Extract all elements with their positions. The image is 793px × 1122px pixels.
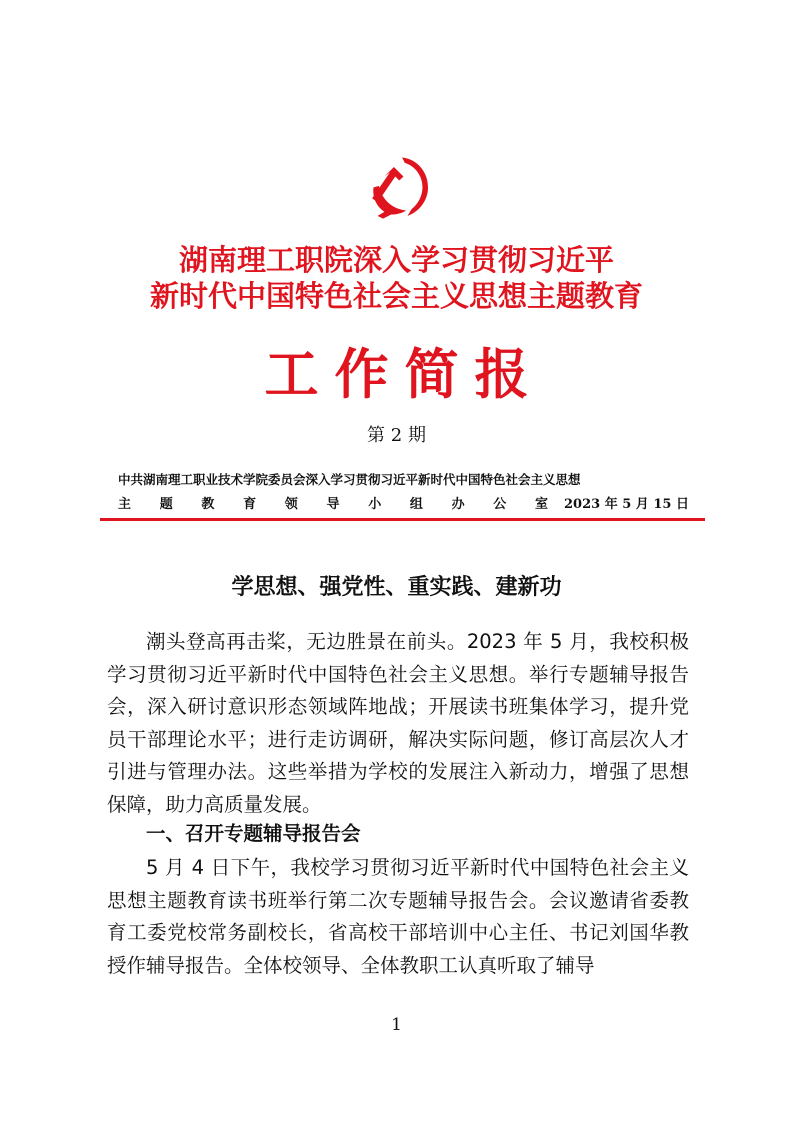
bulletin-title: 工作简报 [264,342,545,406]
issuer-line-2: 主题教育领导小组办公室 [118,497,548,512]
article-title: 学思想、强党性、重实践、建新功 [231,574,562,600]
page-number: 1 [391,1015,402,1035]
article-paragraph-1: 潮头登高再击桨，无边胜景在前头。2023 年 5 月，我校积极学习贯彻习近平新时代中国特色社会主义思想。举行专题辅导报告会，深入研讨意识形态领域阵地战；开展读书班集体学习，提升党员干部理论水平；进行走访调研，解决实际问题，修订高层次人才引进与管理办法。这些举措为学校的发展注入新动力，增强了思想保障，助力高质量发展。 [107,630,689,816]
section-heading-1: 一、召开专题辅导报告会 [146,822,361,845]
issue-date: 2023 年 5 月 15 日 [564,497,689,512]
article-paragraph-2: 5 月 4 日下午，我校学习贯彻习近平新时代中国特色社会主义思想主题教育读书班举行第二次专题辅导报告会。会议邀请省委教育工委党校常务副校长，省高校干部培训中心主任、书记刘国华教授作辅导报告。全体校领导、全体教职工认真听取了辅导 [107,856,689,977]
issuer-line-1: 中共湖南理工职业技术学院委员会深入学习贯彻习近平新时代中国特色社会主义思想 [118,472,581,487]
issue-number: 第 2 期 [367,425,426,446]
header-divider [100,518,705,521]
party-emblem-icon [364,152,432,220]
header-title-line-1: 湖南理工职院深入学习贯彻习近平 [178,243,614,277]
header-title-line-2: 新时代中国特色社会主义思想主题教育 [149,279,643,313]
